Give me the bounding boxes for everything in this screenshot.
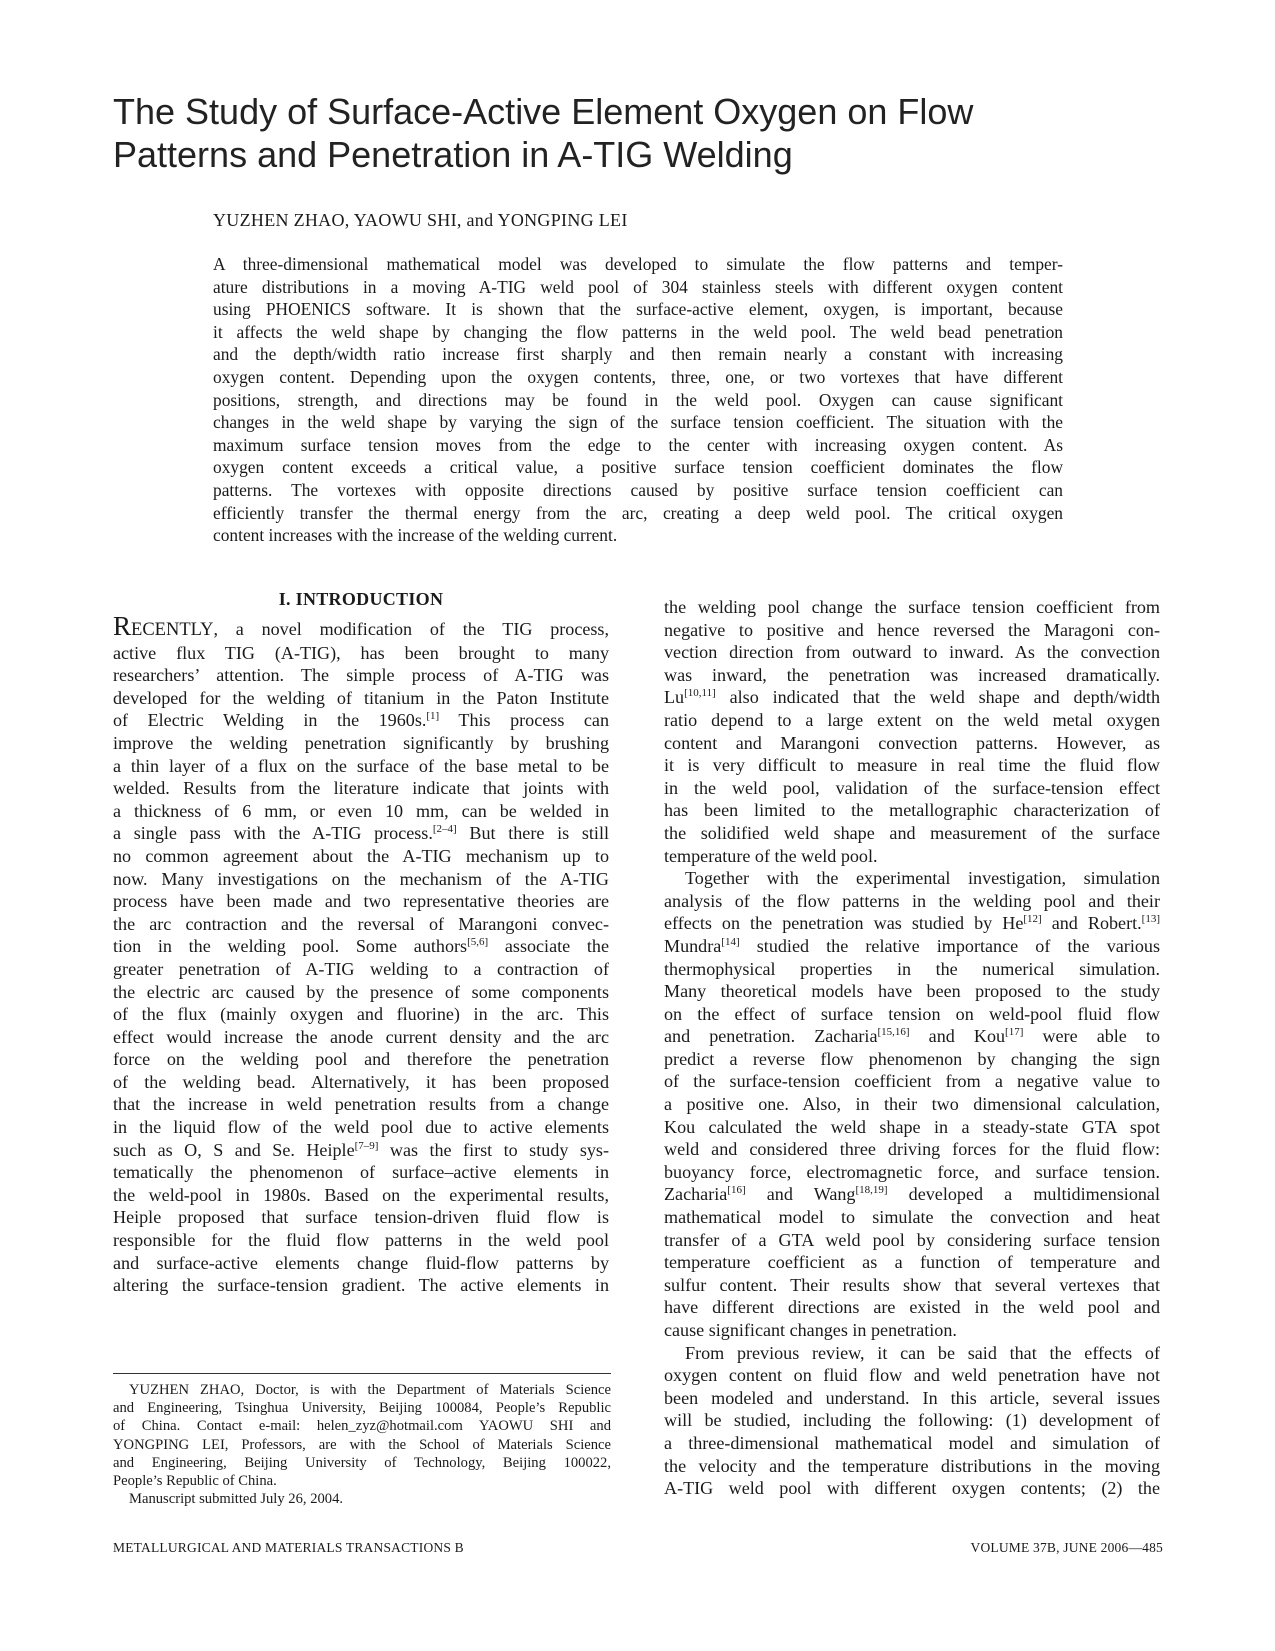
body-line: oxygen content on fluid flow and weld penetration have not [664,1365,1160,1386]
abstract-line: A three-dimensional mathematical model was developed to simulate the flow patterns and temper- [213,254,1063,274]
body-line [113,1139,609,1162]
body-text: and Robert. [1041,913,1142,934]
body-text: and Kou [909,1026,1006,1047]
body-text: of Electric Welding in the 1960s. [113,710,427,731]
body-line: force on the welding pool and therefore the penetration [113,1049,609,1070]
citation: [16] [727,1184,746,1197]
abstract-line: it affects the weld shape by changing the flow patterns in the weld pool. The weld bead penetration [213,321,1063,342]
body-text: and Wang [745,1184,856,1205]
abstract-line: ature distributions in a moving A-TIG weld pool of 304 stainless steels with different oxygen content [213,276,1063,297]
body-line: the weld-pool in 1980s. Based on the experimental results, [113,1184,609,1205]
abstract-line: maximum surface tension moves from the edge to the center with increasing oxygen content. As [213,434,1063,455]
footnote-line: YUZHEN ZHAO, Doctor, is with the Department of Materials Science [129,1382,611,1398]
author-list: YUZHEN ZHAO, YAOWU SHI, and YONGPING LEI [213,210,628,230]
body-line [664,686,1160,709]
body-line: of the flux (mainly oxygen and fluorine) in the arc. This [113,1004,609,1025]
body-line: in the liquid flow of the weld pool due to active elements [113,1117,609,1138]
body-line: has been limited to the metallographic characterization of [664,800,1160,821]
footnote-line: YONGPING LEI, Professors, are with the School of Materials Science [113,1436,611,1453]
body-line: tematically the phenomenon of surface–active elements in [113,1162,609,1183]
body-text: But there is still [456,823,609,844]
volume-page-number: VOLUME 37B, JUNE 2006—485 [970,1540,1163,1555]
citation: [1] [426,710,440,723]
journal-name: METALLURGICAL AND MATERIALS TRANSACTIONS B [113,1540,464,1555]
body-line: the welding pool change the surface tension coefficient from [664,597,1160,617]
body-paragraph [664,596,1160,867]
body-line [664,912,1160,935]
body-line: negative to positive and hence reversed the Maragoni con- [664,619,1160,640]
abstract-line: changes in the weld shape by varying the sign of the surface tension coefficient. The situation with the [213,412,1063,433]
body-text: Mundra [664,935,722,956]
body-line: the solidified weld shape and measurement of the surface [664,822,1160,843]
body-text: was the first to study sys- [378,1139,609,1160]
paper-title [113,90,1173,176]
body-line: researchers’ attention. The simple process of A-TIG was [113,665,609,686]
body-line: A-TIG weld pool with different oxygen contents; (2) the [664,1478,1160,1499]
body-line [113,822,609,845]
footnote-line: People’s Republic of China. [113,1473,277,1490]
body-text: This process can [439,710,609,731]
body-text: were able to [1023,1026,1161,1047]
body-line: transfer of a GTA weld pool by considering surface tension [664,1229,1160,1250]
body-line: vection direction from outward to inward. As the convection [664,642,1160,663]
body-line: welded. Results from the literature indicate that joints with [113,778,609,799]
drop-cap: R [113,611,132,641]
body-line: in the weld pool, validation of the surface-tension effect [664,777,1160,798]
body-line: now. Many investigations on the mechanism of the A-TIG [113,868,609,889]
intro-paragraph [113,611,609,1297]
body-line: mathematical model to simulate the convection and heat [664,1207,1160,1228]
body-line: From previous review, it can be said that the effects of [685,1342,1160,1363]
body-line: the electric arc caused by the presence of some components [113,981,609,1002]
body-text: and penetration. Zacharia [664,1026,878,1047]
body-line: the arc contraction and the reversal of Marangoni convec- [113,913,609,934]
body-line: will be studied, including the following: (1) development of [664,1410,1160,1431]
citation: [12] [1023,913,1042,926]
footnote-line: and Engineering, Beijing University of Technology, Beijing 100022, [113,1454,611,1471]
body-text: Zacharia [664,1184,728,1205]
body-text: associate the [488,936,609,957]
body-text: developed a multidimensional [887,1184,1160,1205]
body-line [113,935,609,958]
citation: [7–9] [354,1139,379,1152]
body-text: such as O, S and Se. Heiple [113,1139,355,1160]
body-line: effect would increase the anode current density and the arc [113,1026,609,1047]
body-line: of the surface-tension coefficient from a negative value to [664,1071,1160,1092]
footnote-line: of China. Contact e-mail: helen_zyz@hotmail.com YAOWU SHI and [113,1418,611,1435]
footnote-divider [113,1373,611,1374]
body-line: been modeled and understand. In this article, several issues [664,1387,1160,1408]
title-line: The Study of Surface-Active Element Oxygen on Flow [113,91,974,132]
body-line: altering the surface-tension gradient. The active elements in [113,1275,609,1296]
body-line: of the welding bead. Alternatively, it has been proposed [113,1071,609,1092]
abstract [213,253,1063,547]
body-line: on the effect of surface tension on weld-pool fluid flow [664,1003,1160,1024]
body-line: sulfur content. Their results show that several vertexes that [664,1274,1160,1295]
citation: [18,19] [855,1184,888,1197]
body-line: weld and considered three driving forces for the fluid flow: [664,1139,1160,1160]
abstract-line: using PHOENICS software. It is shown that the surface-active element, oxygen, is important, because [213,299,1063,320]
abstract-line: and the depth/width ratio increase first sharply and then remain nearly a constant with increasing [213,344,1063,365]
body-text: effects on the penetration was studied by He [664,913,1024,934]
body-line: active flux TIG (A-TIG), has been brought to many [113,642,609,663]
body-line: that the increase in weld penetration results from a change [113,1094,609,1115]
body-line: analysis of the flow patterns in the welding pool and their [664,890,1160,911]
title-line: Patterns and Penetration in A-TIG Welding [113,134,793,175]
body-line: temperature coefficient as a function of temperature and [664,1252,1160,1273]
abstract-line: oxygen content exceeds a critical value, a positive surface tension coefficient dominates the flow [213,457,1063,478]
body-line: content and Marangoni convection patterns. However, as [664,732,1160,753]
body-text: also indicated that the weld shape and depth/width [715,687,1160,708]
author-footnote [113,1381,611,1508]
body-line: have different directions are existed in the weld pool and [664,1297,1160,1318]
body-paragraph [664,867,1160,1341]
body-line [664,935,1160,958]
body-line: a positive one. Also, in their two dimensional calculation, [664,1094,1160,1115]
body-line: ratio depend to a large extent on the weld metal oxygen [664,709,1160,730]
body-text: , a novel modification of the TIG process, [213,619,609,639]
body-line: Heiple proposed that surface tension-driven fluid flow is [113,1207,609,1228]
body-line: and surface-active elements change fluid-flow patterns by [113,1252,609,1273]
body-paragraph [664,1342,1160,1500]
body-line: temperature of the weld pool. [664,845,878,866]
body-line: improve the welding penetration significantly by brushing [113,732,609,753]
body-line [664,1025,1160,1048]
body-line: Many theoretical models have been proposed to the study [664,981,1160,1002]
body-line: no common agreement about the A-TIG mechanism up to [113,845,609,866]
citation: [10,11] [684,687,716,700]
body-line: the velocity and the temperature distributions in the moving [664,1455,1160,1476]
body-line: predict a reverse flow phenomenon by changing the sign [664,1048,1160,1069]
body-line: was inward, the penetration was increased dramatically. [664,664,1160,685]
left-column [113,588,609,1297]
body-text: tion in the welding pool. Some authors [113,936,468,957]
abstract-line: patterns. The vortexes with opposite directions caused by positive surface tension coefficient can [213,479,1063,500]
body-line: a thickness of 6 mm, or even 10 mm, can be welded in [113,800,609,821]
abstract-line: content increases with the increase of the welding current. [213,525,618,546]
body-text: studied the relative importance of the various [739,935,1160,956]
submission-date: Manuscript submitted July 26, 2004. [129,1491,344,1508]
abstract-line: efficiently transfer the thermal energy from the arc, creating a deep weld pool. The critical oxygen [213,502,1063,523]
citation: [17] [1005,1026,1024,1039]
citation: [13] [1141,913,1160,926]
body-line: responsible for the fluid flow patterns in the weld pool [113,1230,609,1251]
body-line: buoyancy force, electromagnetic force, and surface tension. [664,1161,1160,1182]
citation: [2–4] [432,823,457,836]
body-text: a single pass with the A-TIG process. [113,823,433,844]
body-line: Together with the experimental investigation, simulation [685,868,1160,889]
footnote-line: and Engineering, Tsinghua University, Beijing 100084, People’s Republic [113,1400,611,1417]
body-line: developed for the welding of titanium in the Paton Institute [113,687,609,708]
body-line [113,611,609,642]
body-line [664,1183,1160,1206]
body-line: a thin layer of a flux on the surface of the base metal to be [113,755,609,776]
abstract-line: positions, strength, and directions may be found in the weld pool. Oxygen can cause significant [213,389,1063,410]
citation: [15,16] [877,1026,910,1039]
body-line: thermophysical properties in the numerical simulation. [664,958,1160,979]
citation: [5,6] [467,936,489,949]
right-column [664,596,1160,1500]
body-line: Kou calculated the weld shape in a steady-state GTA spot [664,1116,1160,1137]
body-line: cause significant changes in penetration. [664,1320,957,1340]
body-line: a three-dimensional mathematical model and simulation of [664,1432,1160,1453]
body-line: greater penetration of A-TIG welding to a contraction of [113,958,609,979]
section-heading: I. INTRODUCTION [278,589,444,609]
body-line [113,709,609,732]
small-caps-word: ECENTLY [131,620,214,640]
body-line: process have been made and two representative theories are [113,891,609,912]
body-line: it is very difficult to measure in real time the fluid flow [664,755,1160,776]
body-text: Lu [664,687,685,708]
abstract-line: oxygen content. Depending upon the oxygen contents, three, one, or two vortexes that have different [213,366,1063,387]
citation: [14] [721,935,740,948]
